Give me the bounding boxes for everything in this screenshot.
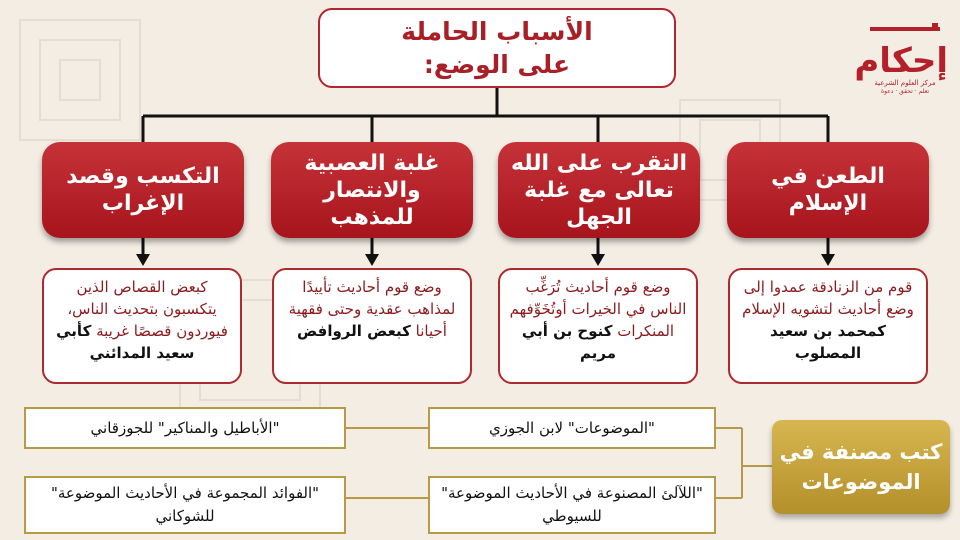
logo-mosque-icon <box>862 23 948 33</box>
description-earning-sensation: كبعض القصاص الذين يتكسبون بتحديث الناس، فيوردون قصصًا غريبة كأبي سعيد المدائني <box>42 268 242 384</box>
title-line-2: على الوضع: <box>423 50 571 79</box>
book-jawzaqani: "الأباطيل والمناكير" للجوزقاني <box>24 407 346 449</box>
cause-devotion-ignorance: التقرب على الله تعالى مع غلبة الجهل <box>498 142 700 238</box>
logo-tagline: تعلم · تحقق · دعوة <box>880 88 930 95</box>
description-attack-islam: قوم من الزنادقة عمدوا إلى وضع أحاديث لتشويه الإسلام كمحمد بن سعيد المصلوب <box>728 268 928 384</box>
example-name: كمحمد بن سعيد المصلوب <box>770 322 886 362</box>
logo-subtitle: مركز العلوم الشرعية <box>874 79 936 87</box>
example-name: كنوح بن أبي مريم <box>521 322 616 362</box>
description-sectarianism: وضع قوم أحاديث تأييدًا لمذاهب عقدية وحتى فقهية أحيانا كبعض الروافض <box>272 268 472 384</box>
book-shawkani: "الفوائد المجموعة في الأحاديث الموضوعة" للشوكاني <box>24 476 346 534</box>
cause-earning-sensation: التكسب وقصد الإغراب <box>42 142 244 238</box>
example-name: كبعض الروافض <box>297 322 411 340</box>
description-devotion-ignorance: وضع قوم أحاديث تُرَغِّب الناس في الخيرات أوتُخَوِّفهم المنكرات كنوح بن أبي مريم <box>498 268 698 384</box>
book-suyuti: "اللآلئ المصنوعة في الأحاديث الموضوعة" للسيوطي <box>428 476 716 534</box>
books-category-label: كتب مصنفة في الموضوعات <box>772 420 950 514</box>
cause-sectarianism: غلبة العصبية والانتصار للمذهب <box>271 142 473 238</box>
cause-attack-islam: الطعن في الإسلام <box>727 142 929 238</box>
diagram-title <box>318 8 676 88</box>
example-name: كأبي سعيد المدائني <box>56 322 195 362</box>
title-line-1: الأسباب الحاملة <box>401 17 593 46</box>
book-ibn-al-jawzi: "الموضوعات" لابن الجوزي <box>428 407 716 449</box>
logo-name: إحكام <box>854 41 948 81</box>
logo <box>854 18 948 100</box>
